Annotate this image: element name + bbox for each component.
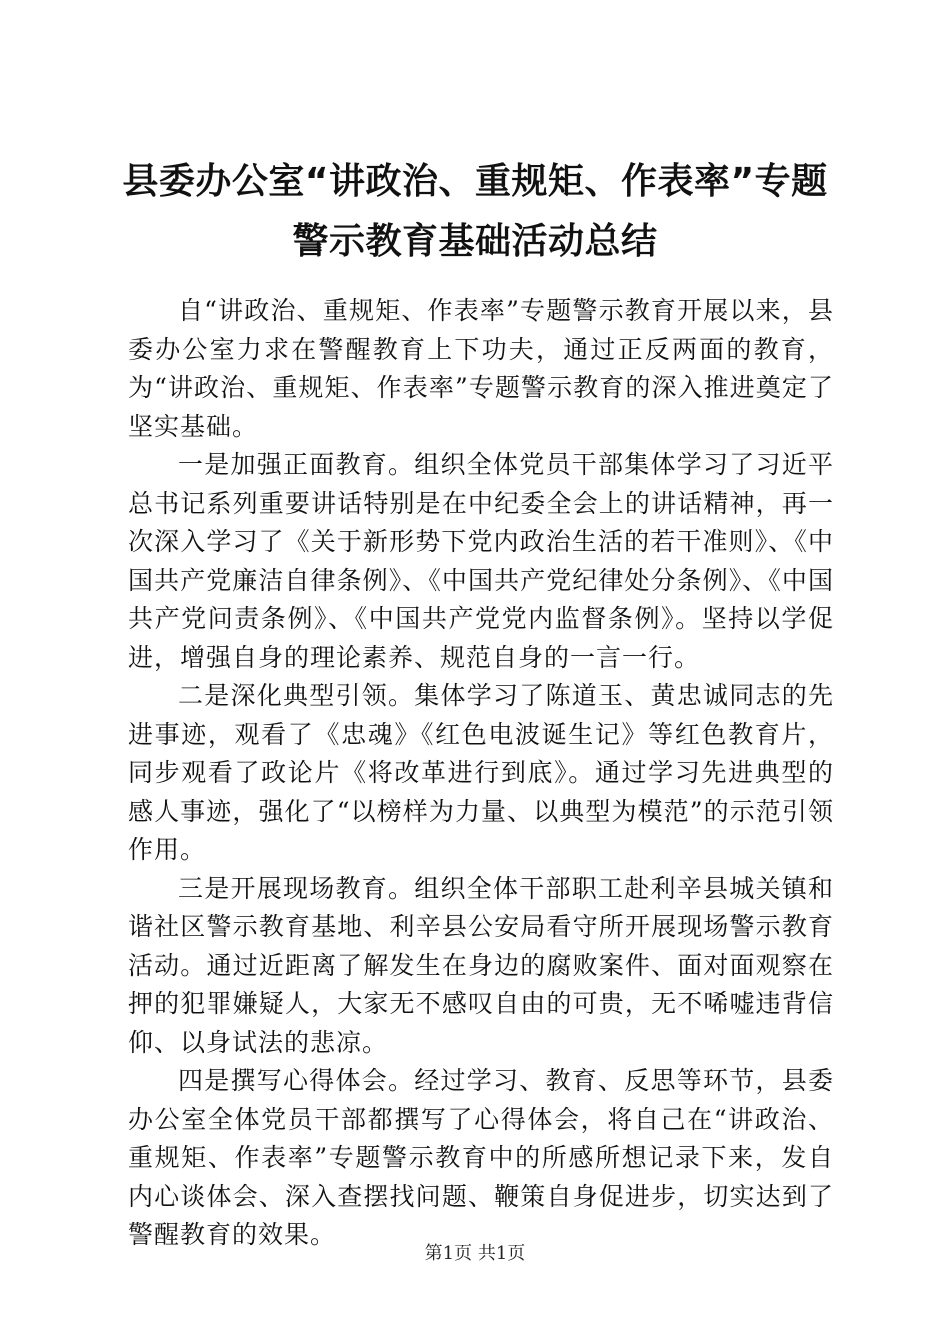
page-footer: 第1页 共1页: [424, 1243, 526, 1264]
document-title-line-2: 警示教育基础活动总结: [292, 221, 658, 262]
paragraph-site-education: 三是开展现场教育。组织全体干部职工赴利辛县城关镇和谐社区警示教育基地、利辛县公安局看守所开展现场警示教育活动。通过近距离了解发生在身边的腐败案件、面对面观察在押的犯罪嫌疑人，大家无不感叹自由的可贵，无不唏嘘违背信仰、以身试法的悲凉。: [128, 873, 834, 1057]
paragraph-intro: 自“讲政治、重规矩、作表率”专题警示教育开展以来，县委办公室力求在警醒教育上下功夫，通过正反两面的教育，为“讲政治、重规矩、作表率”专题警示教育的深入推进奠定了坚实基础。: [128, 296, 834, 441]
paragraph-reflections: 四是撰写心得体会。经过学习、教育、反思等环节，县委办公室全体党员干部都撰写了心得体会，将自己在“讲政治、重规矩、作表率”专题警示教育中的所感所想记录下来，发自内心谈体会、深入查摆找问题、鞭策自身促进步，切实达到了警醒教育的效果。: [128, 1066, 834, 1249]
document-title-line-1: 县委办公室“讲政治、重规矩、作表率”专题: [122, 161, 828, 202]
document-body: [128, 292, 834, 1255]
paragraph-role-models: 二是深化典型引领。集体学习了陈道玉、黄忠诚同志的先进事迹，观看了《忠魂》《红色电波诞生记》等红色教育片，同步观看了政论片《将改革进行到底》。通过学习先进典型的感人事迹，强化了“以榜样为力量、以典型为模范”的示范引领作用。: [128, 681, 834, 864]
paragraph-positive-education: 一是加强正面教育。组织全体党员干部集体学习了习近平总书记系列重要讲话特别是在中纪委全会上的讲话精神，再一次深入学习了《关于新形势下党内政治生活的若干准则》、《中国共产党廉洁自律条例》、《中国共产党纪律处分条例》、《中国共产党问责条例》、《中国共产党党内监督条例》。坚持以学促进，增强自身的理论素养、规范自身的一言一行。: [128, 450, 834, 672]
